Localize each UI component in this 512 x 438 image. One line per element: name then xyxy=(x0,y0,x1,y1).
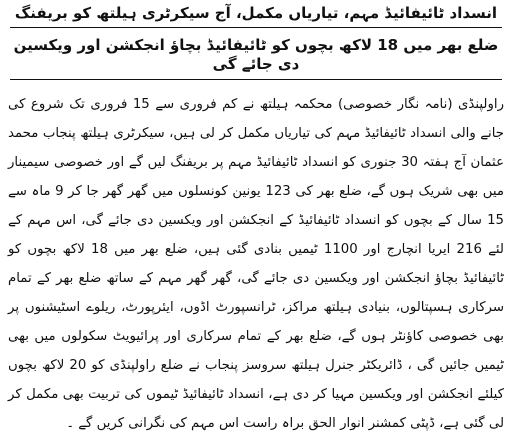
headline-secondary: ضلع بھر میں 18 لاکھ بچوں کو ٹائیفائیڈ بچاؤ انجکشن اور ویکسین دی جائے گی xyxy=(13,35,499,73)
divider xyxy=(10,79,502,80)
headline-primary: انسداد ٹائیفائیڈ مہم، تیاریاں مکمل، آج سیکرٹری ہیلتھ کو بریفنگ xyxy=(14,4,498,22)
article-body: راولپنڈی (نامہ نگار خصوصی) محکمہ ہیلتھ نے کم فروری سے 15 فروری تک شروع کی جانے والی انسداد ٹائیفائیڈ مہم کی تیاریاں مکمل کر لی ہیں، سیکرٹری ہیلتھ پنجاب محمد عثمان آج ہفتہ 30 جنوری کو انسداد ٹائیفائیڈ مہم پر بریفنگ لیں گے اور خصوصی سیمینار میں بھی شریک ہوں گے، ضلع بھر کی 123 یونین کونسلوں میں گھر گھر جا کر 9 ماہ سے 15 سال کے بچوں کو انسداد ٹائیفائیڈ کے انجکشن اور ویکسین دی جائے گی، اس مہم کے لئے 216 ایریا انچارج اور 1100 ٹیمیں بنادی گئی ہیں، ضلع بھر میں 18 لاکھ بچوں کو ٹائیفائیڈ بچاؤ انجکشن اور ویکسین دی جائے گی، گھر گھر مہم کے ساتھ ضلع بھر کے تمام سرکاری ہسپتالوں، بنیادی ہیلتھ مراکز، ٹرانسپورٹ اڈوں، ایئرپورٹ، ریلوے اسٹیشنوں پر بھی خصوصی کاؤنٹر ہوں گے، ضلع بھر کے تمام سرکاری اور پرائیویٹ سکولوں میں بھی ٹیمیں جائیں گی ، ڈائریکٹر جنرل ہیلتھ سروسز پنجاب نے ضلع راولپنڈی کو 20 لاکھ بچوں کیلئے انجکشن اور ویکسین مہیا کر دی ہے، انسداد ٹائیفائیڈ ٹیموں کی تربیت بھی مکمل کر لی گئی ہے، ڈپٹی کمشنر انوار الحق براہ راست اس مہم کی نگرانی کریں گے ۔ xyxy=(8,97,505,432)
